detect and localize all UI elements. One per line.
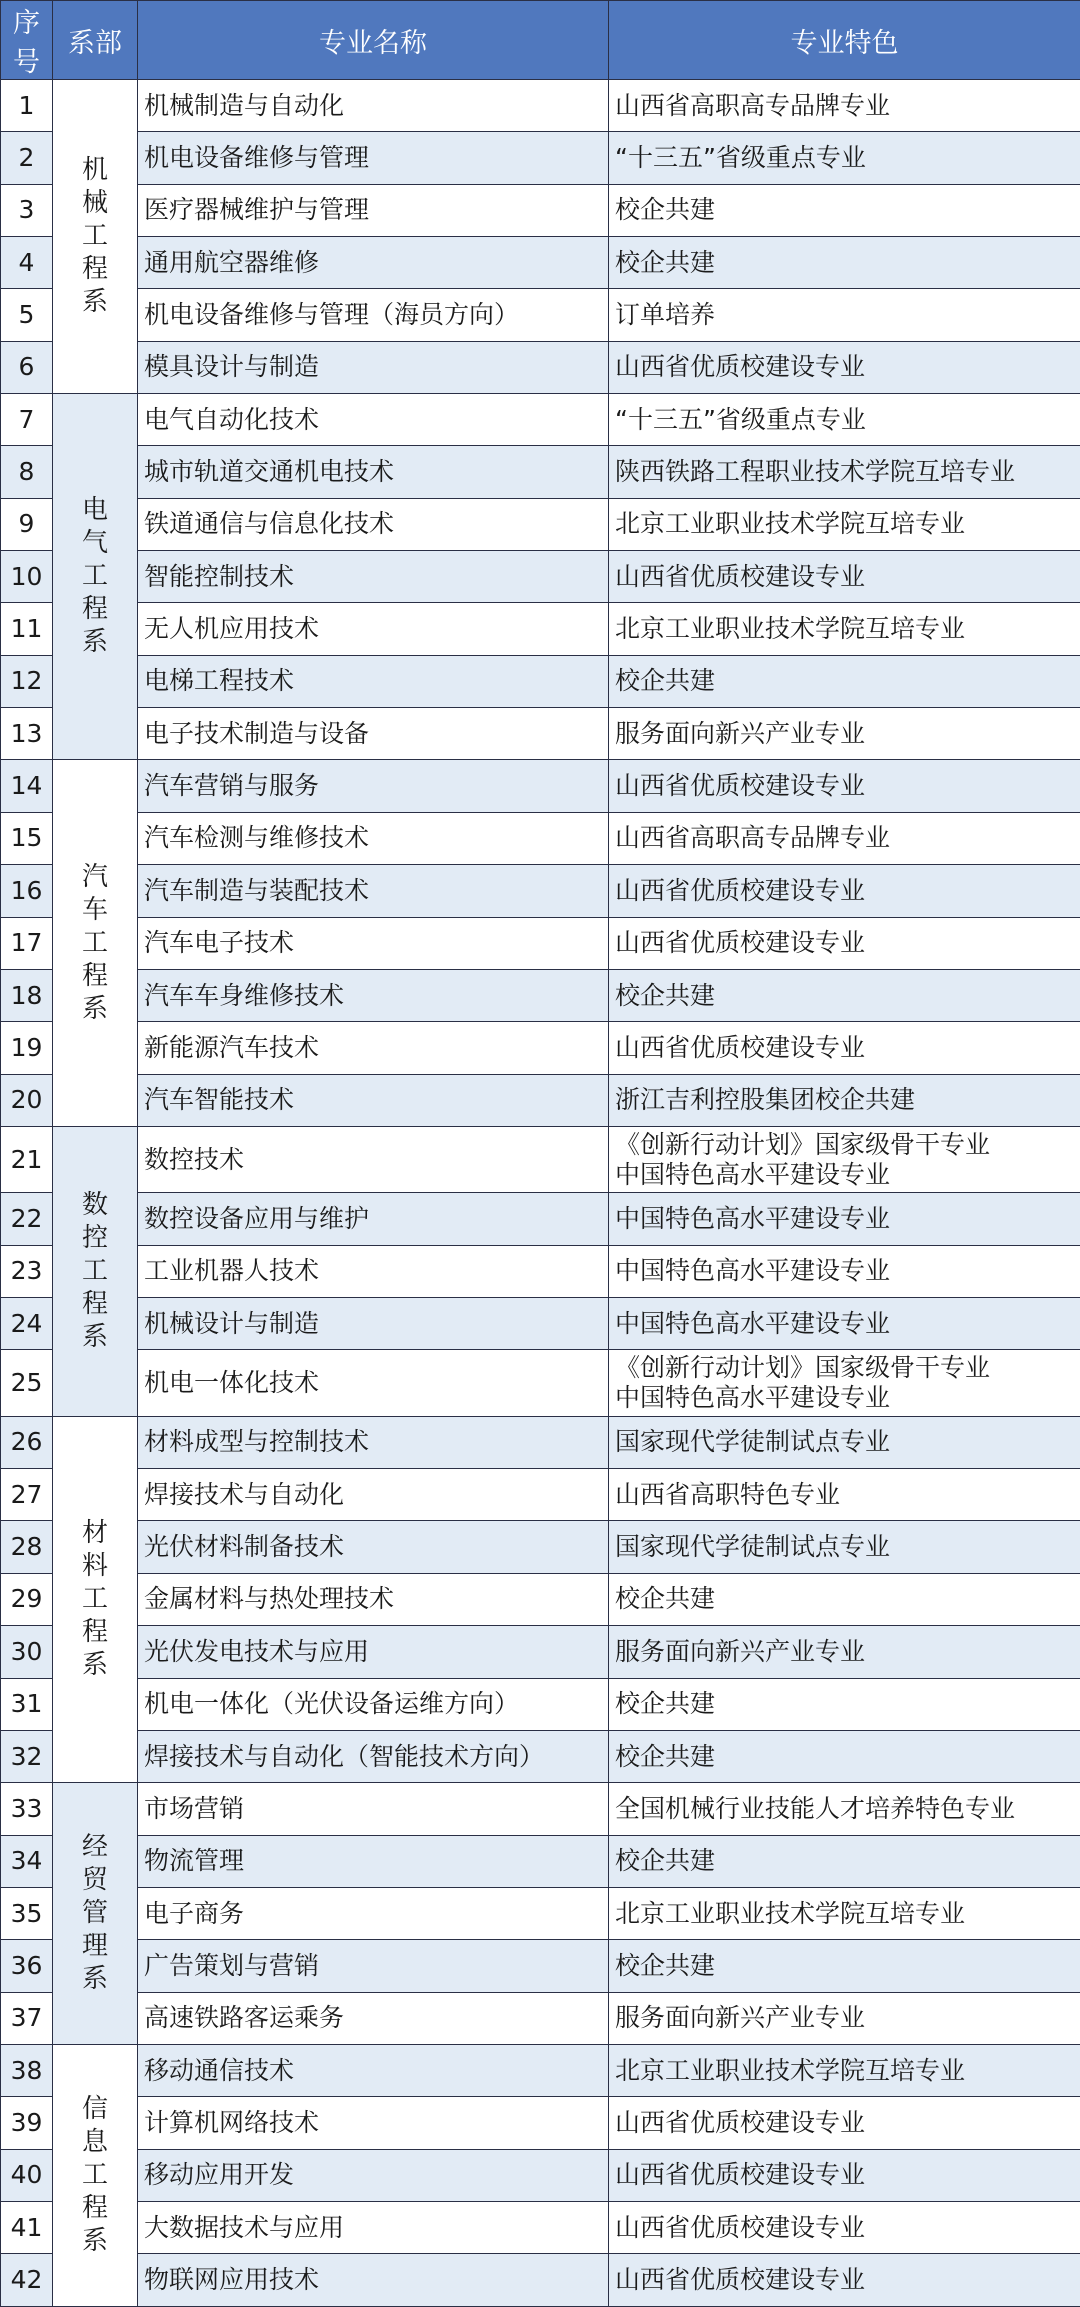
table-row bbox=[1, 1193, 1080, 1245]
table-header-row bbox=[1, 1, 1080, 80]
header-dept: 系部 bbox=[53, 1, 138, 80]
row-index: 11 bbox=[1, 603, 53, 655]
table-row bbox=[1, 341, 1080, 393]
major-name: 模具设计与制造 bbox=[138, 341, 609, 393]
major-feature: 北京工业职业技术学院互培专业 bbox=[609, 2044, 1080, 2096]
major-name: 计算机网络技术 bbox=[138, 2097, 609, 2149]
major-feature: 山西省优质校建设专业 bbox=[609, 917, 1080, 969]
major-feature: 山西省优质校建设专业 bbox=[609, 2149, 1080, 2201]
department-cell bbox=[53, 1783, 138, 2045]
table-row bbox=[1, 1416, 1080, 1468]
major-name: 机电设备维修与管理（海员方向） bbox=[138, 289, 609, 341]
major-feature: 校企共建 bbox=[609, 1730, 1080, 1782]
major-feature: 山西省优质校建设专业 bbox=[609, 1022, 1080, 1074]
major-feature: 北京工业职业技术学院互培专业 bbox=[609, 1887, 1080, 1939]
table-row bbox=[1, 917, 1080, 969]
major-name: 大数据技术与应用 bbox=[138, 2201, 609, 2253]
major-feature: 北京工业职业技术学院互培专业 bbox=[609, 603, 1080, 655]
header-index: 序号 bbox=[1, 1, 53, 80]
table-row bbox=[1, 1022, 1080, 1074]
major-feature: 山西省优质校建设专业 bbox=[609, 2254, 1080, 2307]
major-feature: 校企共建 bbox=[609, 1940, 1080, 1992]
major-feature: 校企共建 bbox=[609, 237, 1080, 289]
row-index: 14 bbox=[1, 760, 53, 812]
row-index: 3 bbox=[1, 184, 53, 236]
major-feature: “十三五”省级重点专业 bbox=[609, 132, 1080, 184]
major-name: 市场营销 bbox=[138, 1783, 609, 1835]
major-feature: 中国特色高水平建设专业 bbox=[609, 1245, 1080, 1297]
major-name: 汽车智能技术 bbox=[138, 1074, 609, 1126]
major-feature: 校企共建 bbox=[609, 1573, 1080, 1625]
major-feature: 山西省优质校建设专业 bbox=[609, 551, 1080, 603]
header-feature: 专业特色 bbox=[609, 1, 1080, 80]
row-index: 31 bbox=[1, 1678, 53, 1730]
major-name: 移动应用开发 bbox=[138, 2149, 609, 2201]
row-index: 41 bbox=[1, 2201, 53, 2253]
table-row bbox=[1, 865, 1080, 917]
table-row bbox=[1, 1835, 1080, 1887]
table-row bbox=[1, 289, 1080, 341]
row-index: 8 bbox=[1, 446, 53, 498]
department-cell bbox=[53, 760, 138, 1126]
table-row bbox=[1, 812, 1080, 864]
department-name: 信息工程系 bbox=[81, 2093, 108, 2256]
table-row bbox=[1, 1678, 1080, 1730]
table-row bbox=[1, 80, 1080, 132]
major-name: 机电一体化（光伏设备运维方向） bbox=[138, 1678, 609, 1730]
major-feature: 校企共建 bbox=[609, 1678, 1080, 1730]
row-index: 20 bbox=[1, 1074, 53, 1126]
table-row bbox=[1, 2254, 1080, 2307]
table-row bbox=[1, 969, 1080, 1021]
major-feature: 校企共建 bbox=[609, 655, 1080, 707]
feature-line-2: 中国特色高水平建设专业 bbox=[615, 1159, 891, 1189]
major-feature: 中国特色高水平建设专业 bbox=[609, 1298, 1080, 1350]
table-row bbox=[1, 2044, 1080, 2096]
table-row bbox=[1, 1245, 1080, 1297]
table-row bbox=[1, 1626, 1080, 1678]
department-cell bbox=[53, 2044, 138, 2306]
major-name: 数控技术 bbox=[138, 1126, 609, 1192]
row-index: 34 bbox=[1, 1835, 53, 1887]
major-feature: 国家现代学徒制试点专业 bbox=[609, 1521, 1080, 1573]
table-row bbox=[1, 708, 1080, 760]
major-name: 汽车检测与维修技术 bbox=[138, 812, 609, 864]
major-name: 焊接技术与自动化（智能技术方向） bbox=[138, 1730, 609, 1782]
header-major: 专业名称 bbox=[138, 1, 609, 80]
major-name: 铁道通信与信息化技术 bbox=[138, 498, 609, 550]
row-index: 22 bbox=[1, 1193, 53, 1245]
major-feature: 山西省优质校建设专业 bbox=[609, 2201, 1080, 2253]
row-index: 4 bbox=[1, 237, 53, 289]
department-cell bbox=[53, 1126, 138, 1416]
major-feature bbox=[609, 1126, 1080, 1192]
row-index: 38 bbox=[1, 2044, 53, 2096]
row-index: 6 bbox=[1, 341, 53, 393]
table-row bbox=[1, 1521, 1080, 1573]
department-name: 经贸管理系 bbox=[81, 1832, 108, 1995]
table-row bbox=[1, 1469, 1080, 1521]
department-name: 电气工程系 bbox=[81, 495, 108, 658]
feature-line-1: 《创新行动计划》国家级骨干专业 bbox=[615, 1129, 991, 1159]
department-name: 材料工程系 bbox=[81, 1517, 108, 1680]
major-name: 电子商务 bbox=[138, 1887, 609, 1939]
row-index: 27 bbox=[1, 1469, 53, 1521]
row-index: 16 bbox=[1, 865, 53, 917]
major-name: 广告策划与营销 bbox=[138, 1940, 609, 1992]
row-index: 12 bbox=[1, 655, 53, 707]
major-name: 移动通信技术 bbox=[138, 2044, 609, 2096]
major-name: 新能源汽车技术 bbox=[138, 1022, 609, 1074]
major-feature: 订单培养 bbox=[609, 289, 1080, 341]
table-row bbox=[1, 551, 1080, 603]
department-cell bbox=[53, 1416, 138, 1782]
table-row bbox=[1, 1887, 1080, 1939]
major-name: 汽车车身维修技术 bbox=[138, 969, 609, 1021]
row-index: 23 bbox=[1, 1245, 53, 1297]
major-name: 材料成型与控制技术 bbox=[138, 1416, 609, 1468]
major-name: 机电一体化技术 bbox=[138, 1350, 609, 1416]
department-cell bbox=[53, 80, 138, 394]
row-index: 33 bbox=[1, 1783, 53, 1835]
major-name: 电子技术制造与设备 bbox=[138, 708, 609, 760]
major-name: 通用航空器维修 bbox=[138, 237, 609, 289]
table-row bbox=[1, 446, 1080, 498]
major-feature: 北京工业职业技术学院互培专业 bbox=[609, 498, 1080, 550]
major-feature: 国家现代学徒制试点专业 bbox=[609, 1416, 1080, 1468]
table-row bbox=[1, 760, 1080, 812]
major-feature: 山西省优质校建设专业 bbox=[609, 341, 1080, 393]
major-name: 汽车营销与服务 bbox=[138, 760, 609, 812]
row-index: 17 bbox=[1, 917, 53, 969]
major-feature: “十三五”省级重点专业 bbox=[609, 394, 1080, 446]
major-name: 物联网应用技术 bbox=[138, 2254, 609, 2307]
major-name: 无人机应用技术 bbox=[138, 603, 609, 655]
major-feature: 服务面向新兴产业专业 bbox=[609, 1626, 1080, 1678]
row-index: 29 bbox=[1, 1573, 53, 1625]
row-index: 39 bbox=[1, 2097, 53, 2149]
major-name: 焊接技术与自动化 bbox=[138, 1469, 609, 1521]
major-feature: 校企共建 bbox=[609, 184, 1080, 236]
feature-line-1: 《创新行动计划》国家级骨干专业 bbox=[615, 1353, 991, 1383]
table-row bbox=[1, 1350, 1080, 1416]
row-index: 36 bbox=[1, 1940, 53, 1992]
row-index: 18 bbox=[1, 969, 53, 1021]
table-row bbox=[1, 1298, 1080, 1350]
major-name: 电梯工程技术 bbox=[138, 655, 609, 707]
major-feature: 服务面向新兴产业专业 bbox=[609, 708, 1080, 760]
feature-line-2: 中国特色高水平建设专业 bbox=[615, 1383, 891, 1413]
major-name: 汽车电子技术 bbox=[138, 917, 609, 969]
major-name: 机械设计与制造 bbox=[138, 1298, 609, 1350]
major-name: 光伏材料制备技术 bbox=[138, 1521, 609, 1573]
major-feature: 陕西铁路工程职业技术学院互培专业 bbox=[609, 446, 1080, 498]
table-row bbox=[1, 1126, 1080, 1192]
row-index: 26 bbox=[1, 1416, 53, 1468]
table-row bbox=[1, 184, 1080, 236]
major-feature bbox=[609, 1350, 1080, 1416]
major-feature: 山西省高职特色专业 bbox=[609, 1469, 1080, 1521]
major-feature: 全国机械行业技能人才培养特色专业 bbox=[609, 1783, 1080, 1835]
major-name: 物流管理 bbox=[138, 1835, 609, 1887]
major-name: 机械制造与自动化 bbox=[138, 80, 609, 132]
row-index: 21 bbox=[1, 1126, 53, 1192]
department-name: 汽车工程系 bbox=[81, 861, 108, 1024]
table-row bbox=[1, 2149, 1080, 2201]
row-index: 13 bbox=[1, 708, 53, 760]
row-index: 30 bbox=[1, 1626, 53, 1678]
row-index: 5 bbox=[1, 289, 53, 341]
table-row bbox=[1, 2201, 1080, 2253]
department-cell bbox=[53, 394, 138, 760]
major-name: 高速铁路客运乘务 bbox=[138, 1992, 609, 2044]
major-feature: 山西省高职高专品牌专业 bbox=[609, 80, 1080, 132]
row-index: 32 bbox=[1, 1730, 53, 1782]
major-feature: 浙江吉利控股集团校企共建 bbox=[609, 1074, 1080, 1126]
major-name: 电气自动化技术 bbox=[138, 394, 609, 446]
row-index: 19 bbox=[1, 1022, 53, 1074]
row-index: 40 bbox=[1, 2149, 53, 2201]
table-row bbox=[1, 1573, 1080, 1625]
row-index: 9 bbox=[1, 498, 53, 550]
table-row bbox=[1, 603, 1080, 655]
table-row bbox=[1, 132, 1080, 184]
major-feature: 山西省优质校建设专业 bbox=[609, 865, 1080, 917]
table-row bbox=[1, 2097, 1080, 2149]
row-index: 37 bbox=[1, 1992, 53, 2044]
major-feature: 山西省高职高专品牌专业 bbox=[609, 812, 1080, 864]
table-row bbox=[1, 394, 1080, 446]
major-feature: 中国特色高水平建设专业 bbox=[609, 1193, 1080, 1245]
major-name: 数控设备应用与维护 bbox=[138, 1193, 609, 1245]
table-row bbox=[1, 1730, 1080, 1782]
table-row bbox=[1, 1992, 1080, 2044]
major-feature: 山西省优质校建设专业 bbox=[609, 760, 1080, 812]
row-index: 2 bbox=[1, 132, 53, 184]
major-name: 汽车制造与装配技术 bbox=[138, 865, 609, 917]
table-row bbox=[1, 1783, 1080, 1835]
major-name: 城市轨道交通机电技术 bbox=[138, 446, 609, 498]
major-feature: 山西省优质校建设专业 bbox=[609, 2097, 1080, 2149]
row-index: 24 bbox=[1, 1298, 53, 1350]
table-row bbox=[1, 655, 1080, 707]
table-row bbox=[1, 498, 1080, 550]
row-index: 25 bbox=[1, 1350, 53, 1416]
table-row bbox=[1, 237, 1080, 289]
major-name: 医疗器械维护与管理 bbox=[138, 184, 609, 236]
major-name: 光伏发电技术与应用 bbox=[138, 1626, 609, 1678]
department-name: 机械工程系 bbox=[81, 155, 108, 318]
row-index: 10 bbox=[1, 551, 53, 603]
row-index: 15 bbox=[1, 812, 53, 864]
table-row bbox=[1, 1074, 1080, 1126]
row-index: 35 bbox=[1, 1887, 53, 1939]
row-index: 28 bbox=[1, 1521, 53, 1573]
major-feature: 校企共建 bbox=[609, 969, 1080, 1021]
row-index: 7 bbox=[1, 394, 53, 446]
major-name: 智能控制技术 bbox=[138, 551, 609, 603]
row-index: 42 bbox=[1, 2254, 53, 2307]
major-name: 机电设备维修与管理 bbox=[138, 132, 609, 184]
department-name: 数控工程系 bbox=[81, 1189, 108, 1352]
major-name: 金属材料与热处理技术 bbox=[138, 1573, 609, 1625]
table-body bbox=[1, 80, 1080, 2307]
major-name: 工业机器人技术 bbox=[138, 1245, 609, 1297]
major-feature: 服务面向新兴产业专业 bbox=[609, 1992, 1080, 2044]
table-row bbox=[1, 1940, 1080, 1992]
row-index: 1 bbox=[1, 80, 53, 132]
major-feature: 校企共建 bbox=[609, 1835, 1080, 1887]
